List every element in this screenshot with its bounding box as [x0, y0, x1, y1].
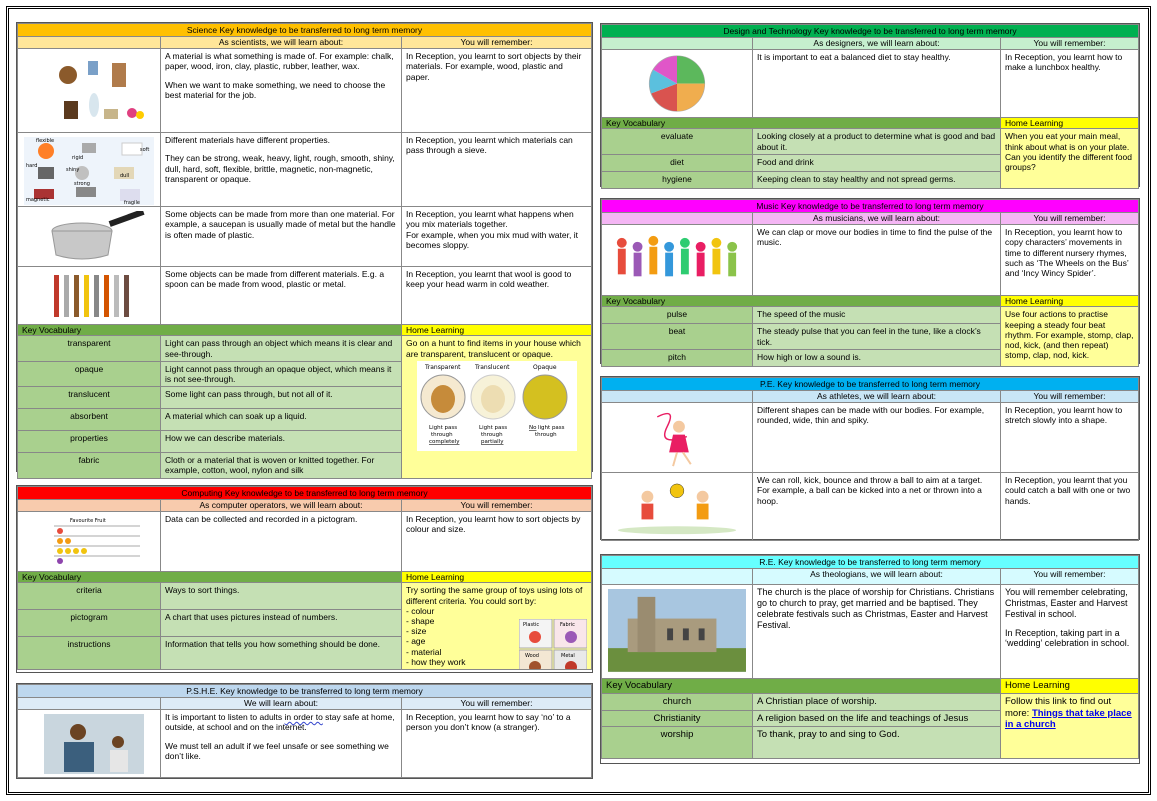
computing-home-learning: Try sorting the same group of toys using lots of different criteria. You could sort by: - colour - shape - size - age - material - how they work Plastic Fabric Wood Metal: [402, 583, 592, 670]
svg-text:through: through: [480, 431, 503, 438]
science-learn-3: Some objects can be made from more than one material. For example, a saucepan is usually made of metal but the handle is often made of plastic.: [161, 207, 402, 267]
svg-text:Light pass: Light pass: [428, 424, 457, 431]
spoons-image: [18, 267, 161, 325]
science-title: Science Key knowledge to be transferred to long term memory: [18, 24, 592, 37]
vocab-term: worship: [602, 726, 753, 758]
vocab-term: pictogram: [18, 610, 161, 637]
svg-text:dull: dull: [120, 173, 130, 180]
vocab-def: Ways to sort things.: [161, 583, 402, 610]
vocab-def: The steady pulse that you can feel in the tune, like a clock’s tick.: [753, 324, 1001, 349]
science-section: [16, 22, 593, 476]
re-home-header: Home Learning: [1001, 679, 1139, 694]
vocab-term: hygiene: [602, 171, 753, 188]
pshe-learn-header: We will learn about:: [161, 698, 402, 710]
svg-text:strong: strong: [74, 181, 90, 188]
dt-learn: It is important to eat a balanced diet to stay healthy.: [753, 50, 1001, 118]
vocab-term: pulse: [602, 307, 753, 324]
vocab-def: Information that tells you how something should be done.: [161, 637, 402, 670]
eatwell-plate-image: [602, 50, 753, 118]
vocab-def: A religion based on the life and teachings of Jesus: [753, 710, 1001, 726]
pshe-section: [16, 683, 593, 779]
computing-home-header: Home Learning: [402, 572, 592, 583]
science-home-header: Home Learning: [402, 325, 592, 336]
vocab-def: A Christian place of worship.: [753, 694, 1001, 710]
vocab-def: Food and drink: [753, 154, 1001, 171]
svg-text:Translucent: Translucent: [474, 363, 509, 371]
computing-vocab-header: Key Vocabulary: [18, 572, 402, 583]
vocab-def: Some light can pass through, but not all of it.: [161, 387, 402, 409]
dt-learn-header: As designers, we will learn about:: [753, 38, 1001, 50]
science-learn-1: A material is what something is made of. For example: chalk, paper, wood, iron, clay, plastic, rubber, leather, wax. When we want to make something, we need to choose the best material for the job.: [161, 49, 402, 133]
vocab-term: instructions: [18, 637, 161, 670]
vocab-def: Light can pass through an object which means it is clear and see-through.: [161, 336, 402, 361]
adult-child-image: [18, 710, 161, 778]
vocab-def: Looking closely at a product to determine what is good and bad about it.: [753, 129, 1001, 154]
pe-learn-2: We can roll, kick, bounce and throw a ball to aim at a target. For example, a ball can be kicked into a net or thrown into a hoop.: [753, 473, 1001, 541]
vocab-term: absorbent: [18, 409, 161, 431]
toy-sort-image: [519, 619, 587, 670]
dt-section: [600, 23, 1140, 187]
svg-text:fragile: fragile: [124, 200, 140, 206]
music-home-learning: Use four actions to practise keeping a steady four beat rhythm. For example, stomp, clap, nod, kick, (and then repeat) stomp, clap, nod, kick.: [1001, 307, 1139, 366]
materials-image: [18, 49, 161, 133]
svg-text:completely: completely: [428, 438, 459, 445]
church-link[interactable]: Things that take place in a church: [1005, 707, 1132, 730]
pe-remember-2: In Reception, you learnt that you could catch a ball with one or two hands.: [1001, 473, 1139, 541]
svg-text:Favourite Fruit: Favourite Fruit: [70, 518, 106, 525]
svg-text:magnetic: magnetic: [26, 197, 50, 204]
dancing-figures-image: [602, 225, 753, 296]
dt-remember: In Reception, you learnt how to make a lunchbox healthy.: [1001, 50, 1139, 118]
vocab-def: A chart that uses pictures instead of numbers.: [161, 610, 402, 637]
science-learn-2: Different materials have different properties. They can be strong, weak, heavy, light, rough, smooth, shiny, dull, hard, soft, flexible, brittle, magnetic, non-magnetic, transparent or opaque.: [161, 133, 402, 207]
pe-remember-header: You will remember:: [1001, 391, 1139, 403]
vocab-term: beat: [602, 324, 753, 349]
dt-remember-header: You will remember:: [1001, 38, 1139, 50]
svg-text:Metal: Metal: [561, 653, 575, 660]
svg-text:partially: partially: [480, 438, 503, 445]
music-remember: In Reception, you learnt how to copy characters’ movements in time to different nursery rhymes, such as ‘The Wheels on the Bus’ and ‘Incy Wincy Spider’.: [1001, 225, 1139, 296]
pshe-remember-header: You will remember:: [402, 698, 592, 710]
science-home-learning: Go on a hunt to find items in your house which are transparent, translucent or opaque. Transparent Translucent Opaque Light pass through completely Light pass through partially No light pass through: [402, 336, 592, 478]
dt-vocab-header: Key Vocabulary: [602, 118, 1001, 129]
vocab-term: transparent: [18, 336, 161, 361]
music-learn: We can clap or move our bodies in time to find the pulse of the music.: [753, 225, 1001, 296]
svg-text:rigid: rigid: [72, 155, 84, 162]
re-learn-header: As theologians, we will learn about:: [753, 569, 1001, 585]
music-vocab-header: Key Vocabulary: [602, 296, 1001, 307]
children-ball-image: [602, 473, 753, 541]
pshe-remember: In Reception, you learnt how to say ‘no’ to a person you don’t know (a stranger).: [402, 710, 592, 778]
properties-image: [18, 133, 161, 207]
pe-remember-1: In Reception, you learnt how to stretch slowly into a shape.: [1001, 403, 1139, 473]
vocab-term: fabric: [18, 453, 161, 478]
music-remember-header: You will remember:: [1001, 213, 1139, 225]
svg-text:flexible: flexible: [36, 138, 55, 145]
re-section: [600, 554, 1140, 764]
computing-learn: Data can be collected and recorded in a pictogram.: [161, 512, 402, 572]
vocab-term: properties: [18, 431, 161, 453]
svg-text:Light pass: Light pass: [478, 424, 507, 431]
music-learn-header: As musicians, we will learn about:: [753, 213, 1001, 225]
svg-text:Fabric: Fabric: [560, 622, 575, 629]
vocab-term: criteria: [18, 583, 161, 610]
re-vocab-header: Key Vocabulary: [602, 679, 1001, 694]
vocab-term: pitch: [602, 349, 753, 366]
svg-text:through: through: [430, 431, 453, 438]
re-home-learning: Follow this link to find out more: Things that take place in a church: [1001, 694, 1139, 759]
vocab-term: translucent: [18, 387, 161, 409]
svg-text:Plastic: Plastic: [523, 622, 540, 629]
music-home-header: Home Learning: [1001, 296, 1139, 307]
science-remember-3: In Reception, you learnt what happens when you mix materials together. For example, when you mix mud with water, it becomes sloppy.: [402, 207, 592, 267]
pe-title: P.E. Key knowledge to be transferred to long term memory: [602, 378, 1139, 391]
svg-text:through: through: [534, 431, 557, 438]
saucepan-image: [18, 207, 161, 267]
svg-text:shiny: shiny: [66, 167, 80, 174]
svg-text:soft: soft: [140, 147, 150, 154]
vocab-def: Cloth or a material that is woven or knitted together. For example, cotton, wool, nylon and silk: [161, 453, 402, 478]
science-learn-4: Some objects can be made from different materials. E.g. a spoon can be made from wood, plastic or metal.: [161, 267, 402, 325]
re-learn: The church is the place of worship for Christians. Christians go to church to pray, get married and be baptised. They celebrate festivals such as Christmas, Easter and Harvest Festival.: [753, 585, 1001, 679]
light-pass-image: [417, 361, 577, 451]
science-vocab-header: Key Vocabulary: [18, 325, 402, 336]
computing-title: Computing Key knowledge to be transferred to long term memory: [18, 487, 592, 500]
dt-home-learning: When you eat your main meal, think about what is on your plate. Can you identify the different food groups?: [1001, 129, 1139, 188]
pe-learn-1: Different shapes can be made with our bodies. For example, rounded, wide, thin and spiky.: [753, 403, 1001, 473]
dt-home-header: Home Learning: [1001, 118, 1139, 129]
vocab-term: opaque: [18, 361, 161, 386]
music-title: Music Key knowledge to be transferred to long term memory: [602, 200, 1139, 213]
vocab-def: A material which can soak up a liquid.: [161, 409, 402, 431]
vocab-term: diet: [602, 154, 753, 171]
pshe-learn: It is important to listen to adults in order to stay safe at home, outside, at school and on the internet. We must tell an adult if we feel unsafe or see something we don’t like.: [161, 710, 402, 778]
vocab-def: How we can describe materials.: [161, 431, 402, 453]
svg-text:light pass: light pass: [537, 424, 565, 431]
svg-text:Opaque: Opaque: [532, 363, 557, 371]
vocab-def: To thank, pray to and sing to God.: [753, 726, 1001, 758]
re-remember-header: You will remember:: [1001, 569, 1139, 585]
pshe-title: P.S.H.E. Key knowledge to be transferred to long term memory: [18, 685, 592, 698]
dt-title: Design and Technology Key knowledge to be transferred to long term memory: [602, 25, 1139, 38]
vocab-def: How high or low a sound is.: [753, 349, 1001, 366]
re-title: R.E. Key knowledge to be transferred to long term memory: [602, 556, 1139, 569]
computing-remember-header: You will remember:: [402, 500, 592, 512]
pictogram-image: [18, 512, 161, 572]
re-remember: You will remember celebrating, Christmas, Easter and Harvest Festival in school. In Reception, taking part in a ‘wedding’ celebration in school.: [1001, 585, 1139, 679]
svg-text:No: No: [528, 424, 536, 431]
science-learn-header: As scientists, we will learn about:: [161, 37, 402, 49]
vocab-term: evaluate: [602, 129, 753, 154]
vocab-def: Light cannot pass through an opaque object, which means it is not see-through.: [161, 361, 402, 386]
pe-section: [600, 376, 1140, 540]
svg-text:Transparent: Transparent: [424, 363, 461, 371]
vocab-def: Keeping clean to stay healthy and not spread germs.: [753, 171, 1001, 188]
science-remember-header: You will remember:: [402, 37, 592, 49]
computing-learn-header: As computer operators, we will learn about:: [161, 500, 402, 512]
science-remember-1: In Reception, you learnt to sort objects by their materials. For example, wood, plastic and paper.: [402, 49, 592, 133]
music-section: [600, 198, 1140, 364]
vocab-term: church: [602, 694, 753, 710]
church-image: [602, 585, 753, 679]
pe-learn-header: As athletes, we will learn about:: [753, 391, 1001, 403]
vocab-term: Christianity: [602, 710, 753, 726]
svg-text:Wood: Wood: [525, 653, 539, 660]
vocab-def: The speed of the music: [753, 307, 1001, 324]
gymnast-image: [602, 403, 753, 473]
science-remember-2: In Reception, you learnt which materials can pass through a sieve.: [402, 133, 592, 207]
computing-remember: In Reception, you learnt how to sort objects by colour and size.: [402, 512, 592, 572]
science-remember-4: In Reception, you learnt that wool is good to keep your head warm in cold weather.: [402, 267, 592, 325]
svg-text:hard: hard: [26, 163, 38, 170]
computing-section: [16, 485, 593, 673]
